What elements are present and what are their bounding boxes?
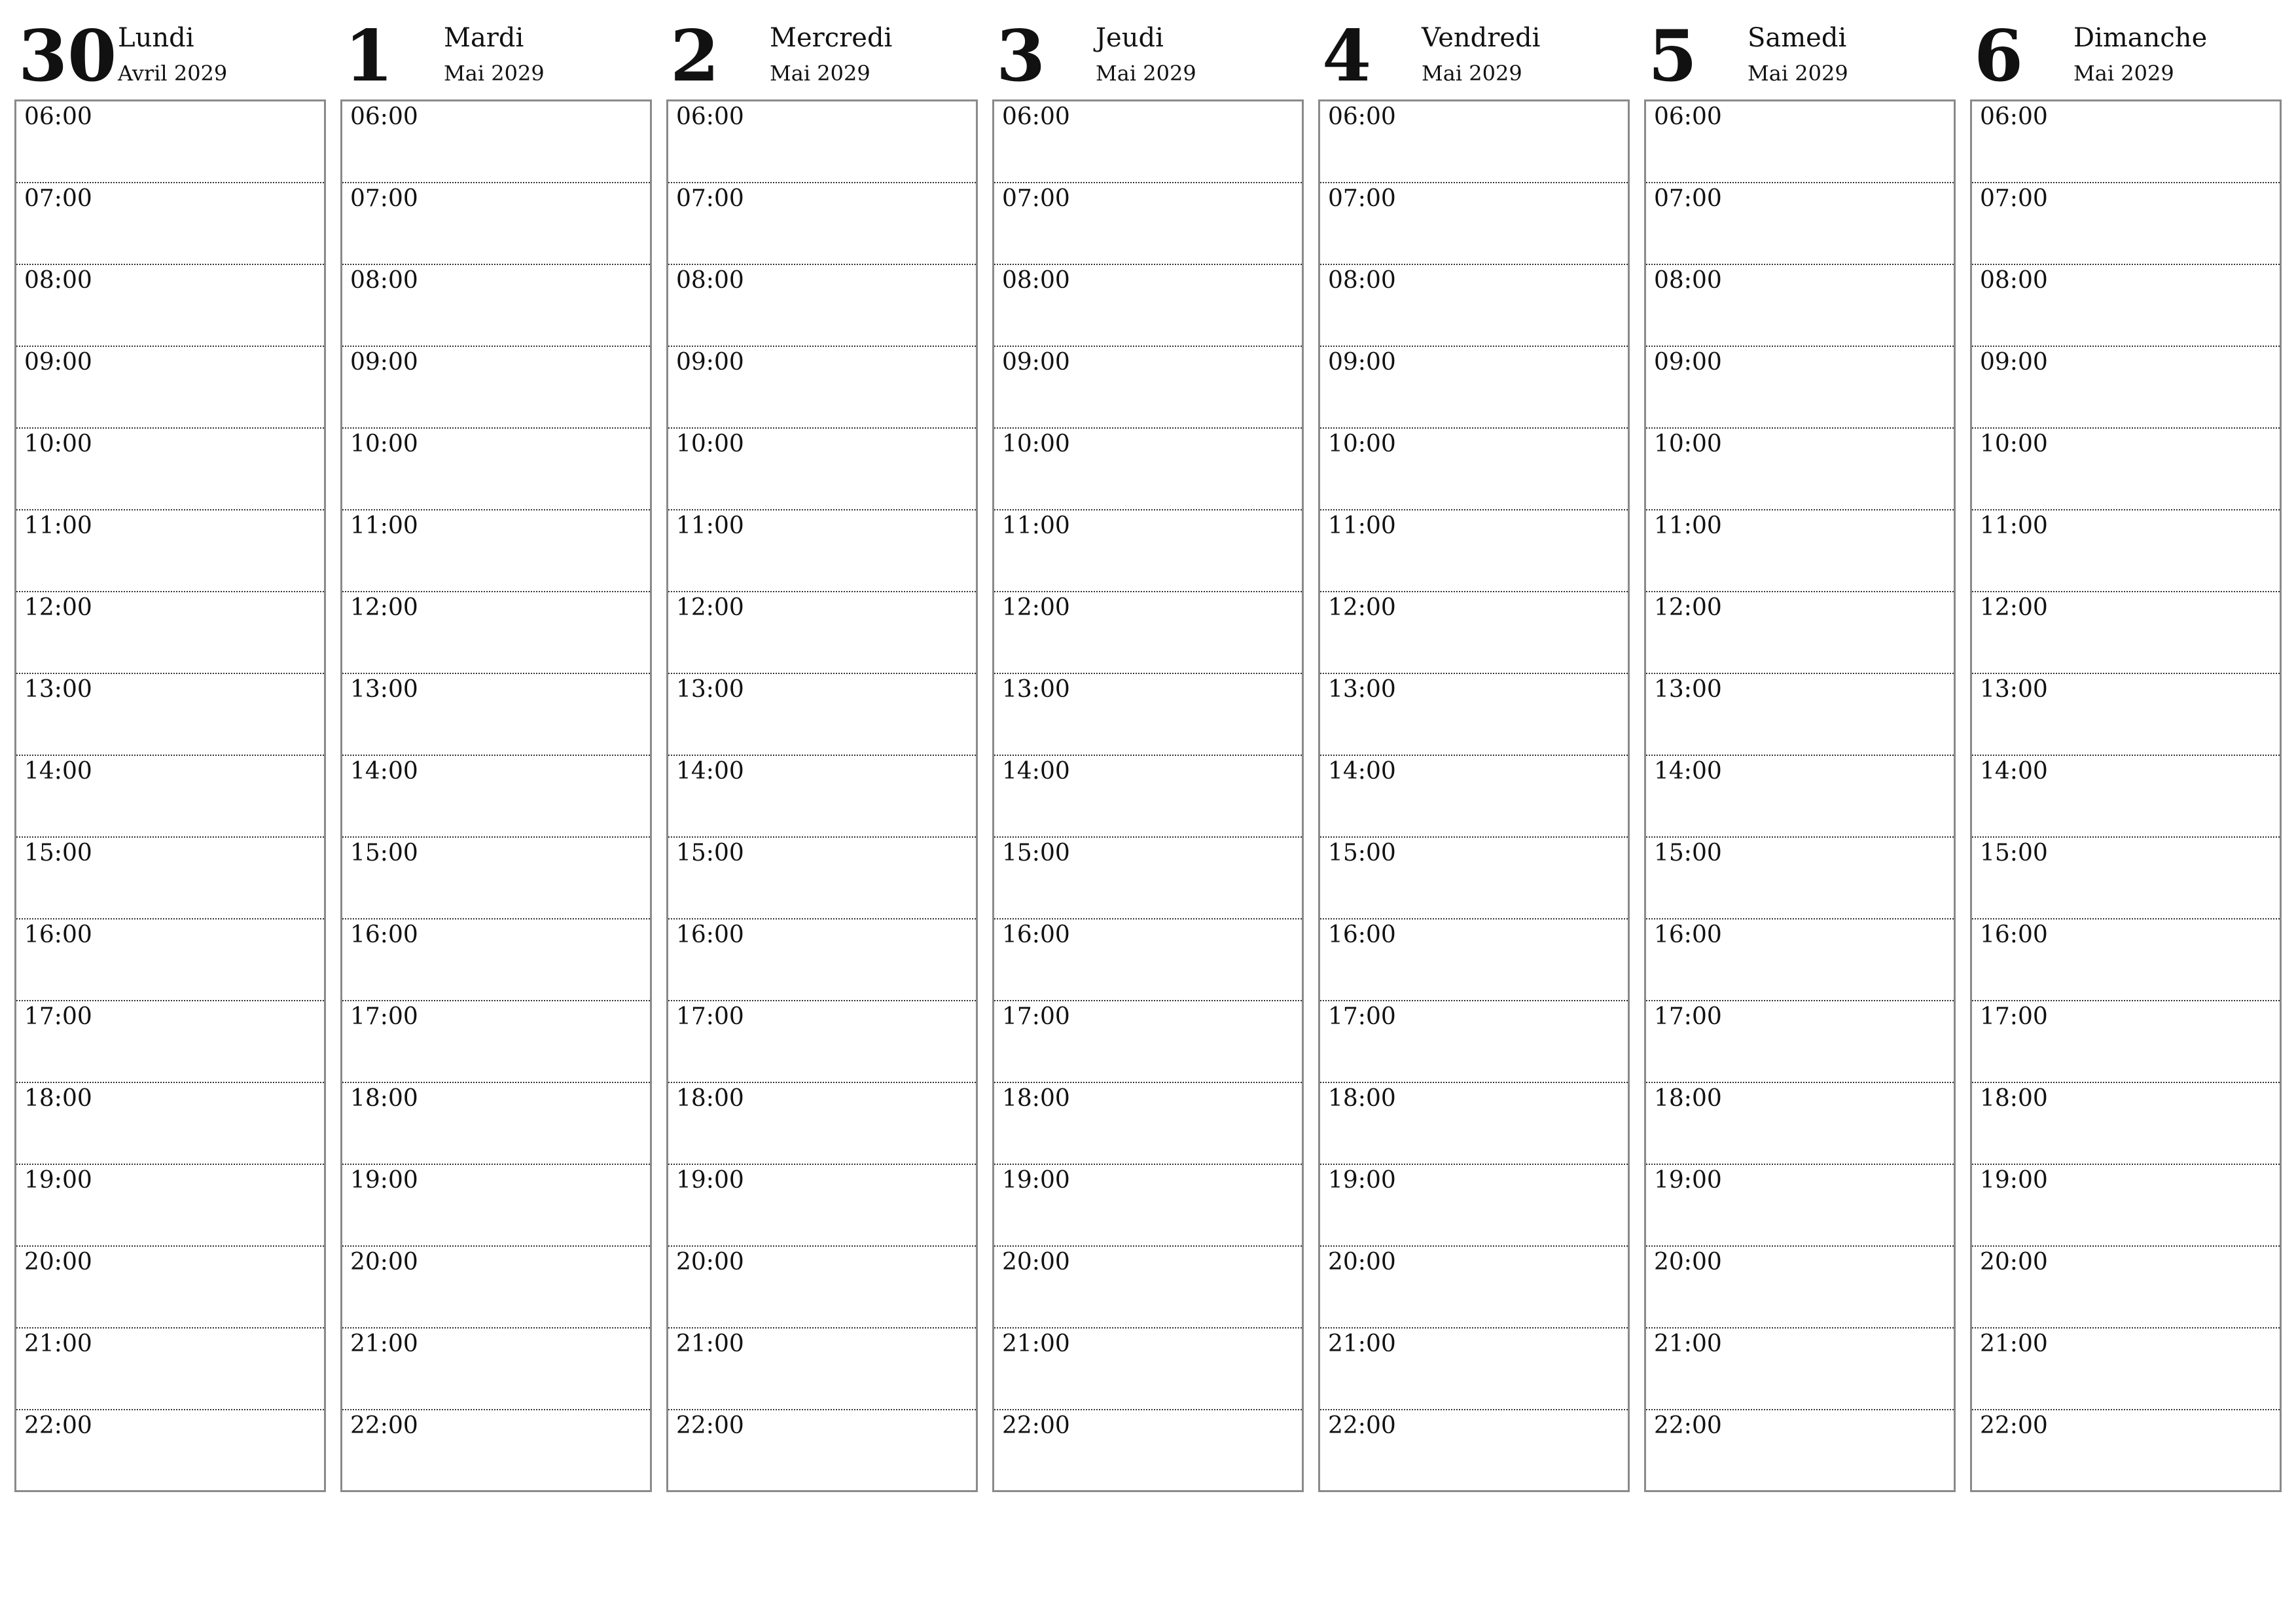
hour-slot[interactable] (1646, 510, 1954, 592)
hour-slot[interactable] (668, 183, 976, 265)
hour-slot[interactable] (1320, 347, 1628, 429)
day-column (14, 15, 326, 1499)
hour-slot[interactable] (1646, 183, 1954, 265)
day-number: 3 (996, 15, 1046, 98)
hour-label: 09:00 (1654, 349, 1722, 376)
hour-label: 21:00 (1980, 1330, 2048, 1357)
day-header (1970, 15, 2282, 99)
day-name: Lundi (118, 23, 194, 53)
hour-label: 20:00 (676, 1249, 744, 1275)
hour-slot[interactable] (1646, 1329, 1954, 1410)
hour-slot[interactable] (668, 756, 976, 838)
hour-slot[interactable] (1646, 838, 1954, 919)
hour-grid (1970, 99, 2282, 1492)
hour-slot[interactable] (16, 1329, 324, 1410)
hour-label: 06:00 (1654, 103, 1722, 130)
hour-slot[interactable] (1646, 1247, 1954, 1329)
hour-label: 14:00 (1002, 758, 1070, 785)
hour-label: 14:00 (1980, 758, 2048, 785)
hour-slot[interactable] (1972, 919, 2280, 1001)
day-header (340, 15, 652, 99)
hour-label: 11:00 (1328, 512, 1396, 539)
hour-label: 14:00 (1654, 758, 1722, 785)
day-number: 1 (344, 15, 394, 98)
day-header (14, 15, 326, 99)
hour-label: 21:00 (350, 1330, 418, 1357)
hour-slot[interactable] (1646, 756, 1954, 838)
hour-slot[interactable] (342, 183, 650, 265)
day-column (992, 15, 1304, 1499)
hour-slot[interactable] (668, 1083, 976, 1165)
hour-label: 07:00 (1654, 185, 1722, 212)
hour-label: 13:00 (676, 676, 744, 703)
hour-label: 11:00 (1654, 512, 1722, 539)
hour-slot[interactable] (342, 1329, 650, 1410)
hour-label: 14:00 (24, 758, 92, 785)
day-header (1318, 15, 1630, 99)
hour-label: 06:00 (1328, 103, 1396, 130)
day-month: Avril 2029 (118, 61, 228, 86)
hour-slot[interactable] (1972, 756, 2280, 838)
hour-label: 13:00 (24, 676, 92, 703)
hour-label: 08:00 (1328, 267, 1396, 294)
hour-label: 21:00 (24, 1330, 92, 1357)
hour-label: 16:00 (1654, 921, 1722, 948)
hour-label: 07:00 (1002, 185, 1070, 212)
hour-label: 11:00 (1002, 512, 1070, 539)
hour-slot[interactable] (668, 429, 976, 510)
hour-label: 17:00 (1654, 1003, 1722, 1030)
hour-label: 22:00 (350, 1412, 418, 1439)
hour-slot[interactable] (16, 919, 324, 1001)
hour-label: 12:00 (350, 594, 418, 621)
hour-slot[interactable] (16, 510, 324, 592)
hour-slot[interactable] (1320, 1247, 1628, 1329)
hour-label: 20:00 (24, 1249, 92, 1275)
hour-slot[interactable] (16, 429, 324, 510)
hour-label: 18:00 (24, 1085, 92, 1112)
hour-label: 16:00 (24, 921, 92, 948)
hour-label: 15:00 (350, 840, 418, 866)
hour-slot[interactable] (668, 1001, 976, 1083)
hour-slot[interactable] (16, 347, 324, 429)
hour-slot[interactable] (1972, 265, 2280, 347)
hour-label: 17:00 (24, 1003, 92, 1030)
hour-slot[interactable] (1320, 1001, 1628, 1083)
hour-slot[interactable] (1646, 674, 1954, 756)
hour-label: 19:00 (350, 1167, 418, 1194)
hour-label: 10:00 (1980, 431, 2048, 457)
hour-label: 09:00 (350, 349, 418, 376)
hour-label: 21:00 (1328, 1330, 1396, 1357)
hour-slot[interactable] (1972, 1247, 2280, 1329)
hour-slot[interactable] (1320, 1165, 1628, 1247)
hour-label: 21:00 (676, 1330, 744, 1357)
day-month: Mai 2029 (1096, 61, 1196, 86)
hour-label: 15:00 (1654, 840, 1722, 866)
hour-slot[interactable] (342, 838, 650, 919)
hour-label: 20:00 (1328, 1249, 1396, 1275)
hour-label: 13:00 (1980, 676, 2048, 703)
day-header (992, 15, 1304, 99)
hour-label: 12:00 (1980, 594, 2048, 621)
hour-slot[interactable] (16, 1083, 324, 1165)
hour-slot[interactable] (668, 838, 976, 919)
hour-label: 16:00 (1002, 921, 1070, 948)
hour-slot[interactable] (16, 183, 324, 265)
hour-label: 07:00 (1980, 185, 2048, 212)
hour-label: 19:00 (24, 1167, 92, 1194)
hour-label: 19:00 (1002, 1167, 1070, 1194)
hour-label: 08:00 (1654, 267, 1722, 294)
hour-slot[interactable] (668, 1165, 976, 1247)
hour-label: 11:00 (350, 512, 418, 539)
hour-slot[interactable] (1320, 756, 1628, 838)
hour-slot[interactable] (16, 265, 324, 347)
hour-label: 22:00 (1654, 1412, 1722, 1439)
hour-label: 20:00 (1002, 1249, 1070, 1275)
day-number: 4 (1322, 15, 1372, 98)
hour-slot[interactable] (1320, 265, 1628, 347)
hour-label: 22:00 (676, 1412, 744, 1439)
hour-label: 17:00 (1328, 1003, 1396, 1030)
hour-label: 15:00 (24, 840, 92, 866)
day-month: Mai 2029 (1422, 61, 1522, 86)
hour-label: 20:00 (1980, 1249, 2048, 1275)
hour-label: 15:00 (1980, 840, 2048, 866)
hour-slot[interactable] (1972, 101, 2280, 183)
hour-slot[interactable] (1972, 838, 2280, 919)
hour-slot[interactable] (994, 592, 1302, 674)
day-column (666, 15, 978, 1499)
hour-slot[interactable] (342, 429, 650, 510)
hour-slot[interactable] (994, 838, 1302, 919)
hour-slot[interactable] (1972, 347, 2280, 429)
hour-slot[interactable] (994, 1329, 1302, 1410)
hour-label: 13:00 (1002, 676, 1070, 703)
day-column (340, 15, 652, 1499)
hour-label: 09:00 (1980, 349, 2048, 376)
hour-slot[interactable] (1320, 592, 1628, 674)
hour-label: 10:00 (1328, 431, 1396, 457)
hour-label: 08:00 (676, 267, 744, 294)
hour-slot[interactable] (994, 183, 1302, 265)
hour-label: 15:00 (1002, 840, 1070, 866)
day-month: Mai 2029 (2073, 61, 2174, 86)
hour-label: 19:00 (1654, 1167, 1722, 1194)
hour-slot[interactable] (668, 919, 976, 1001)
hour-label: 19:00 (1980, 1167, 2048, 1194)
hour-slot[interactable] (16, 101, 324, 183)
hour-label: 22:00 (24, 1412, 92, 1439)
hour-slot[interactable] (1646, 265, 1954, 347)
hour-slot[interactable] (1646, 1410, 1954, 1490)
hour-label: 22:00 (1980, 1412, 2048, 1439)
day-name: Vendredi (1422, 23, 1541, 53)
hour-label: 20:00 (350, 1249, 418, 1275)
hour-slot[interactable] (1320, 510, 1628, 592)
hour-slot[interactable] (668, 1247, 976, 1329)
hour-slot[interactable] (342, 592, 650, 674)
hour-label: 18:00 (676, 1085, 744, 1112)
hour-slot[interactable] (994, 347, 1302, 429)
hour-slot[interactable] (1972, 592, 2280, 674)
hour-label: 11:00 (24, 512, 92, 539)
hour-slot[interactable] (994, 510, 1302, 592)
hour-slot[interactable] (1972, 1329, 2280, 1410)
hour-label: 21:00 (1002, 1330, 1070, 1357)
hour-slot[interactable] (16, 1410, 324, 1490)
hour-label: 16:00 (1980, 921, 2048, 948)
day-name: Mercredi (770, 23, 893, 53)
hour-label: 12:00 (1002, 594, 1070, 621)
day-month: Mai 2029 (770, 61, 870, 86)
hour-slot[interactable] (994, 265, 1302, 347)
hour-label: 07:00 (350, 185, 418, 212)
hour-slot[interactable] (1646, 1083, 1954, 1165)
hour-slot[interactable] (994, 101, 1302, 183)
hour-slot[interactable] (342, 1410, 650, 1490)
hour-grid (1644, 99, 1956, 1492)
hour-label: 19:00 (1328, 1167, 1396, 1194)
hour-slot[interactable] (994, 919, 1302, 1001)
hour-label: 08:00 (24, 267, 92, 294)
hour-label: 17:00 (676, 1003, 744, 1030)
hour-slot[interactable] (1320, 183, 1628, 265)
hour-label: 10:00 (1002, 431, 1070, 457)
hour-label: 10:00 (350, 431, 418, 457)
hour-slot[interactable] (1646, 919, 1954, 1001)
hour-label: 07:00 (676, 185, 744, 212)
hour-label: 14:00 (1328, 758, 1396, 785)
hour-slot[interactable] (994, 1410, 1302, 1490)
hour-label: 18:00 (1654, 1085, 1722, 1112)
hour-label: 06:00 (676, 103, 744, 130)
hour-label: 07:00 (1328, 185, 1396, 212)
hour-label: 09:00 (1002, 349, 1070, 376)
hour-slot[interactable] (994, 1001, 1302, 1083)
hour-label: 06:00 (350, 103, 418, 130)
hour-slot[interactable] (1972, 183, 2280, 265)
hour-slot[interactable] (16, 674, 324, 756)
hour-grid (1318, 99, 1630, 1492)
hour-slot[interactable] (668, 1410, 976, 1490)
weekly-planner (14, 15, 2283, 1499)
hour-label: 09:00 (676, 349, 744, 376)
day-number: 6 (1974, 15, 2024, 98)
hour-label: 08:00 (1980, 267, 2048, 294)
hour-slot[interactable] (342, 674, 650, 756)
hour-slot[interactable] (1320, 1083, 1628, 1165)
hour-slot[interactable] (1972, 1165, 2280, 1247)
hour-label: 07:00 (24, 185, 92, 212)
hour-label: 14:00 (350, 758, 418, 785)
day-column (1318, 15, 1630, 1499)
hour-slot[interactable] (668, 592, 976, 674)
day-name: Samedi (1748, 23, 1847, 53)
hour-slot[interactable] (1972, 429, 2280, 510)
hour-label: 08:00 (350, 267, 418, 294)
hour-slot[interactable] (994, 756, 1302, 838)
hour-slot[interactable] (342, 1165, 650, 1247)
day-header (1644, 15, 1956, 99)
hour-label: 20:00 (1654, 1249, 1722, 1275)
hour-slot[interactable] (1646, 592, 1954, 674)
hour-slot[interactable] (1320, 429, 1628, 510)
day-number: 5 (1648, 15, 1698, 98)
day-name: Dimanche (2073, 23, 2208, 53)
hour-slot[interactable] (1320, 101, 1628, 183)
hour-slot[interactable] (1646, 429, 1954, 510)
hour-label: 17:00 (1980, 1003, 2048, 1030)
hour-slot[interactable] (1972, 1001, 2280, 1083)
hour-label: 06:00 (24, 103, 92, 130)
hour-label: 16:00 (1328, 921, 1396, 948)
hour-slot[interactable] (16, 1247, 324, 1329)
hour-label: 06:00 (1980, 103, 2048, 130)
hour-label: 13:00 (1654, 676, 1722, 703)
hour-label: 15:00 (676, 840, 744, 866)
hour-label: 13:00 (1328, 676, 1396, 703)
hour-label: 12:00 (676, 594, 744, 621)
hour-slot[interactable] (1320, 838, 1628, 919)
hour-label: 12:00 (24, 594, 92, 621)
hour-grid (340, 99, 652, 1492)
hour-label: 13:00 (350, 676, 418, 703)
hour-slot[interactable] (1646, 1165, 1954, 1247)
hour-slot[interactable] (1972, 1083, 2280, 1165)
hour-label: 19:00 (676, 1167, 744, 1194)
hour-grid (992, 99, 1304, 1492)
day-month: Mai 2029 (1748, 61, 1848, 86)
hour-slot[interactable] (668, 101, 976, 183)
hour-slot[interactable] (1320, 1329, 1628, 1410)
hour-slot[interactable] (1320, 674, 1628, 756)
hour-slot[interactable] (1646, 101, 1954, 183)
hour-slot[interactable] (342, 101, 650, 183)
hour-slot[interactable] (342, 347, 650, 429)
hour-slot[interactable] (994, 1165, 1302, 1247)
hour-slot[interactable] (668, 265, 976, 347)
hour-slot[interactable] (668, 510, 976, 592)
hour-label: 10:00 (24, 431, 92, 457)
hour-label: 08:00 (1002, 267, 1070, 294)
hour-slot[interactable] (1320, 1410, 1628, 1490)
hour-slot[interactable] (994, 1247, 1302, 1329)
hour-label: 16:00 (676, 921, 744, 948)
hour-label: 18:00 (1002, 1085, 1070, 1112)
day-number: 30 (18, 15, 117, 98)
hour-slot[interactable] (342, 919, 650, 1001)
hour-slot[interactable] (342, 756, 650, 838)
hour-label: 06:00 (1002, 103, 1070, 130)
day-header (666, 15, 978, 99)
hour-label: 18:00 (350, 1085, 418, 1112)
hour-slot[interactable] (342, 510, 650, 592)
hour-label: 22:00 (1002, 1412, 1070, 1439)
hour-slot[interactable] (16, 1001, 324, 1083)
hour-slot[interactable] (668, 674, 976, 756)
hour-label: 17:00 (1002, 1003, 1070, 1030)
hour-slot[interactable] (668, 1329, 976, 1410)
hour-label: 21:00 (1654, 1330, 1722, 1357)
hour-label: 18:00 (1328, 1085, 1396, 1112)
hour-label: 12:00 (1328, 594, 1396, 621)
hour-slot[interactable] (994, 1083, 1302, 1165)
hour-label: 14:00 (676, 758, 744, 785)
hour-label: 11:00 (676, 512, 744, 539)
day-number: 2 (670, 15, 720, 98)
hour-slot[interactable] (668, 347, 976, 429)
hour-grid (14, 99, 326, 1492)
hour-slot[interactable] (1972, 674, 2280, 756)
day-column (1970, 15, 2282, 1499)
hour-slot[interactable] (994, 429, 1302, 510)
hour-slot[interactable] (994, 674, 1302, 756)
hour-slot[interactable] (342, 1083, 650, 1165)
hour-slot[interactable] (342, 1247, 650, 1329)
hour-label: 12:00 (1654, 594, 1722, 621)
hour-slot[interactable] (16, 756, 324, 838)
hour-slot[interactable] (1646, 1001, 1954, 1083)
day-name: Mardi (444, 23, 524, 53)
hour-slot[interactable] (16, 1165, 324, 1247)
hour-grid (666, 99, 978, 1492)
hour-slot[interactable] (16, 838, 324, 919)
hour-label: 18:00 (1980, 1085, 2048, 1112)
hour-slot[interactable] (342, 1001, 650, 1083)
hour-label: 22:00 (1328, 1412, 1396, 1439)
hour-slot[interactable] (1972, 510, 2280, 592)
day-month: Mai 2029 (444, 61, 545, 86)
hour-slot[interactable] (1972, 1410, 2280, 1490)
hour-label: 10:00 (676, 431, 744, 457)
hour-label: 10:00 (1654, 431, 1722, 457)
hour-label: 17:00 (350, 1003, 418, 1030)
hour-slot[interactable] (1646, 347, 1954, 429)
day-name: Jeudi (1096, 23, 1164, 53)
hour-label: 11:00 (1980, 512, 2048, 539)
hour-slot[interactable] (16, 592, 324, 674)
hour-slot[interactable] (1320, 919, 1628, 1001)
day-column (1644, 15, 1956, 1499)
hour-slot[interactable] (342, 265, 650, 347)
hour-label: 16:00 (350, 921, 418, 948)
hour-label: 09:00 (1328, 349, 1396, 376)
hour-label: 15:00 (1328, 840, 1396, 866)
hour-label: 09:00 (24, 349, 92, 376)
